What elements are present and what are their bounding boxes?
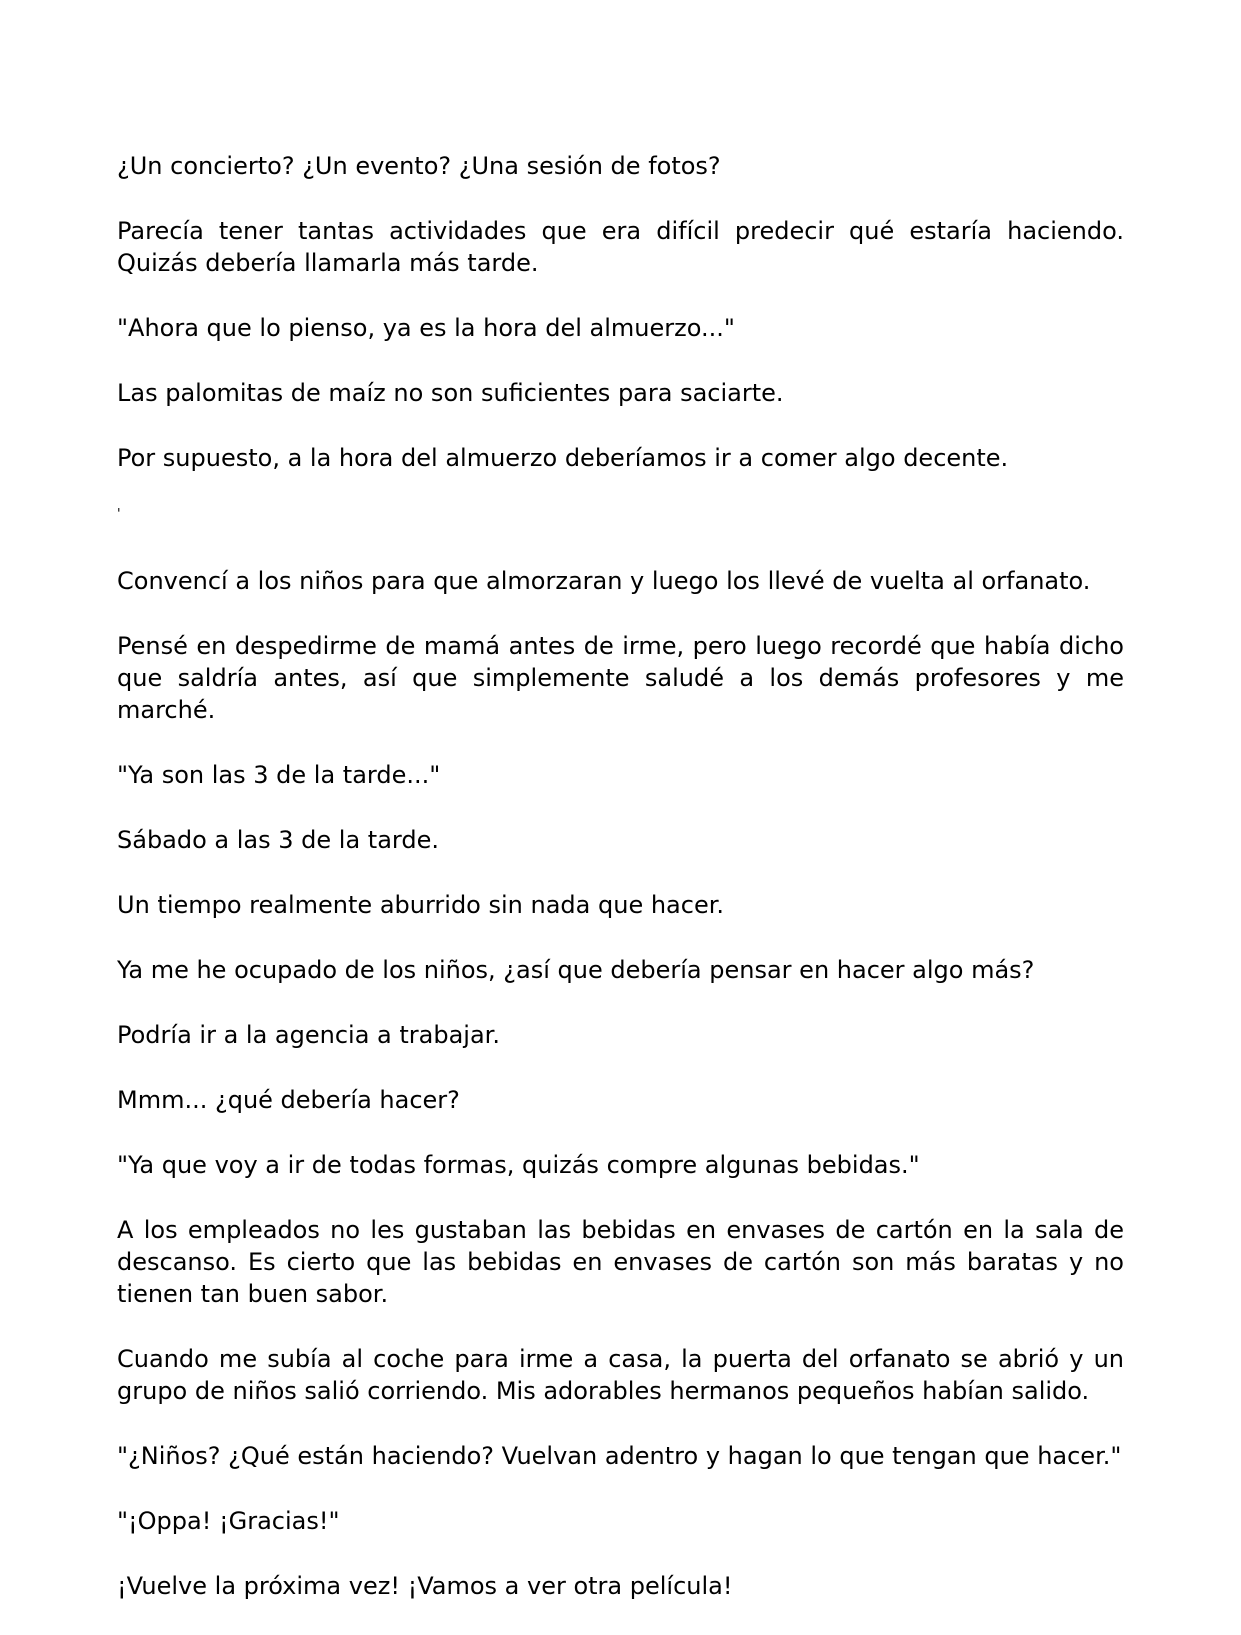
document-body: [117, 150, 1124, 1635]
paragraph: Mmm... ¿qué debería hacer?: [117, 1086, 460, 1114]
paragraph: Convencí a los niños para que almorzaran y luego los llevé de vuelta al orfanato.: [117, 567, 1091, 595]
paragraph: A los empleados no les gustaban las bebidas en envases de cartón en la sala de descanso. Es cierto que las bebidas en envases de cartón son más baratas y no tienen tan buen sabor.: [117, 1216, 1124, 1308]
paragraph: "¿Niños? ¿Qué están haciendo? Vuelvan adentro y hagan lo que tengan que hacer.": [117, 1442, 1122, 1470]
paragraph: "Ya que voy a ir de todas formas, quizás compre algunas bebidas.": [117, 1151, 920, 1179]
paragraph: Podría ir a la agencia a trabajar.: [117, 1021, 500, 1049]
paragraph: Pensé en despedirme de mamá antes de irme, pero luego recordé que había dicho que saldría antes, así que simplemente saludé a los demás profesores y me marché.: [117, 632, 1124, 724]
paragraph: Un tiempo realmente aburrido sin nada que hacer.: [117, 891, 725, 919]
paragraph: "¡Oppa! ¡Gracias!": [117, 1507, 340, 1535]
paragraph: Por supuesto, a la hora del almuerzo deberíamos ir a comer algo decente.: [117, 444, 1009, 472]
paragraph: Sábado a las 3 de la tarde.: [117, 826, 439, 854]
stray-mark: ': [117, 507, 121, 522]
paragraph: ¿Un concierto? ¿Un evento? ¿Una sesión de fotos?: [117, 152, 721, 180]
paragraph: Las palomitas de maíz no son suficientes para saciarte.: [117, 379, 784, 407]
paragraph: Cuando me subía al coche para irme a casa, la puerta del orfanato se abrió y un grupo de niños salió corriendo. Mis adorables hermanos pequeños habían salido.: [117, 1345, 1124, 1405]
paragraph: Parecía tener tantas actividades que era difícil predecir qué estaría haciendo. Quizás debería llamarla más tarde.: [117, 217, 1124, 277]
paragraph: Ya me he ocupado de los niños, ¿así que debería pensar en hacer algo más?: [117, 956, 1035, 984]
paragraph: "Ahora que lo pienso, ya es la hora del almuerzo...": [117, 314, 735, 342]
paragraph: ¡Vuelve la próxima vez! ¡Vamos a ver otra película!: [117, 1572, 733, 1600]
paragraph: "Ya son las 3 de la tarde...": [117, 761, 441, 789]
